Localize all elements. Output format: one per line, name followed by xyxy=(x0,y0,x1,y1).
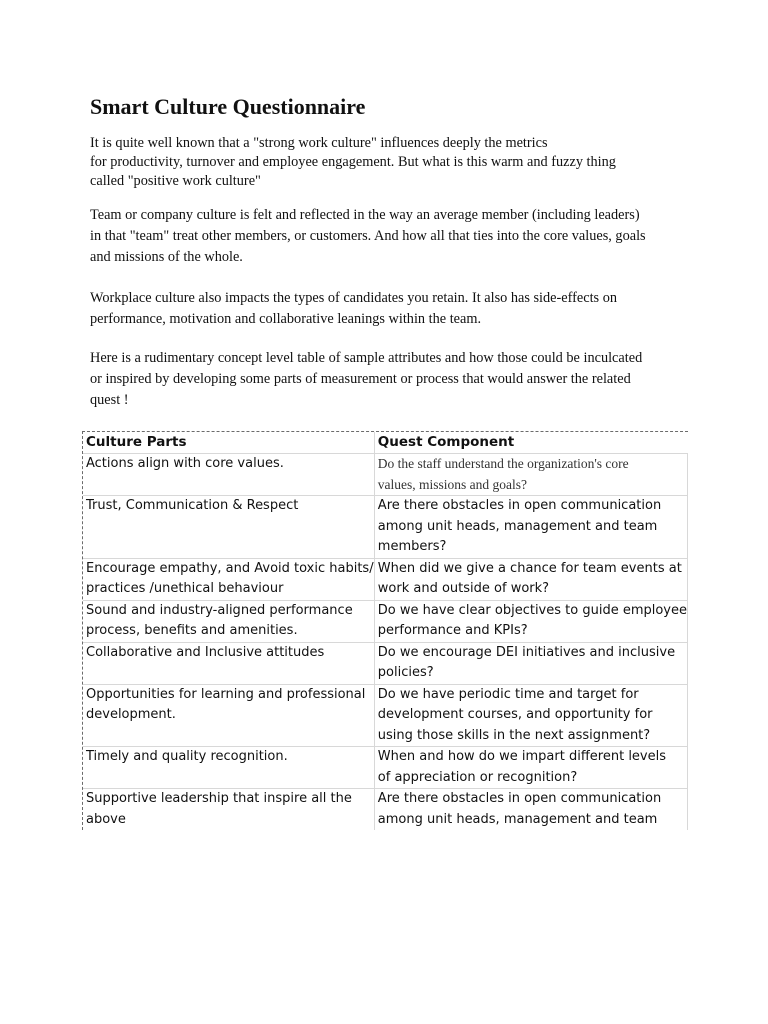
culture-table-image xyxy=(82,431,688,830)
quest-component-text: Are there obstacles in open communication xyxy=(377,498,662,513)
table-row xyxy=(83,747,688,789)
quest-component-text: Do the staff understand the organization's core xyxy=(377,456,629,471)
culture-part-text: above xyxy=(86,811,126,827)
table-row xyxy=(83,789,688,831)
paragraph-line: for productivity, turnover and employee engagement. But what is this warm and fuzzy thing xyxy=(90,154,616,170)
culture-part-text: Opportunities for learning and professional xyxy=(86,686,366,702)
paragraph-line: Team or company culture is felt and reflected in the way an average member (including leaders) xyxy=(90,207,640,223)
quest-component-cell xyxy=(374,600,687,642)
quest-component-cell xyxy=(374,789,687,831)
culture-part-cell xyxy=(83,454,374,496)
quest-component-text: using those skills in the next assignment? xyxy=(377,727,651,743)
culture-part-text: Trust, Communication & Respect xyxy=(86,498,299,513)
table-row xyxy=(83,600,688,642)
quest-component-text: values, missions and goals? xyxy=(377,476,528,492)
culture-part-cell xyxy=(83,600,374,642)
culture-part-cell xyxy=(83,684,374,747)
culture-part-text: Sound and industry-aligned performance xyxy=(86,602,353,618)
quest-component-text: performance and KPIs? xyxy=(377,623,528,638)
intro-paragraph xyxy=(90,134,690,191)
culture-part-text: practices /unethical behaviour xyxy=(86,581,284,596)
team-culture-paragraph xyxy=(90,205,690,268)
quest-component-text: among unit heads, management and team xyxy=(377,811,658,827)
table-row xyxy=(83,454,688,496)
paragraph-line: called "positive work culture" xyxy=(90,173,261,189)
paragraph-line: Workplace culture also impacts the types of candidates you retain. It also has side-effects on xyxy=(90,290,617,306)
header-culture-parts: Culture Parts xyxy=(86,434,187,450)
table-row xyxy=(83,558,688,600)
quest-component-cell xyxy=(374,747,687,789)
table-intro-paragraph xyxy=(90,348,690,411)
quest-component-text: Are there obstacles in open communication xyxy=(377,791,662,806)
workplace-culture-paragraph xyxy=(90,288,690,330)
quest-component-text: policies? xyxy=(377,665,434,680)
culture-part-text: Timely and quality recognition. xyxy=(86,749,288,764)
quest-component-text: Do we have periodic time and target for xyxy=(377,686,639,702)
culture-part-cell xyxy=(83,558,374,600)
quest-component-text: of appreciation or recognition? xyxy=(377,769,578,785)
quest-component-cell xyxy=(374,558,687,600)
culture-part-cell xyxy=(83,789,374,831)
culture-part-text: process, benefits and amenities. xyxy=(86,623,298,638)
culture-part-text: Supportive leadership that inspire all the xyxy=(86,791,352,806)
table-body xyxy=(83,454,688,831)
quest-component-text: When did we give a chance for team events at xyxy=(377,560,682,576)
quest-component-text: work and outside of work? xyxy=(377,581,550,596)
quest-component-cell xyxy=(374,454,687,496)
quest-component-text: members? xyxy=(377,539,447,554)
quest-component-cell xyxy=(374,684,687,747)
quest-component-text: Do we have clear objectives to guide employee xyxy=(377,602,687,618)
table-row xyxy=(83,642,688,684)
quest-component-cell xyxy=(374,642,687,684)
quest-component-text: development courses, and opportunity for xyxy=(377,707,653,722)
table-row xyxy=(83,684,688,747)
paragraph-line: or inspired by developing some parts of measurement or process that would answer the related xyxy=(90,371,631,387)
culture-part-text: Collaborative and Inclusive attitudes xyxy=(86,644,325,660)
paragraph-line: It is quite well known that a "strong work culture" influences deeply the metrics xyxy=(90,135,548,151)
culture-table xyxy=(83,432,688,830)
quest-component-cell xyxy=(374,496,687,559)
culture-part-cell xyxy=(83,496,374,559)
quest-component-text: When and how do we impart different levels xyxy=(377,749,667,764)
table-row xyxy=(83,496,688,559)
culture-part-cell xyxy=(83,642,374,684)
culture-part-text: Actions align with core values. xyxy=(86,456,284,471)
paragraph-line: and missions of the whole. xyxy=(90,249,243,265)
paragraph-line: Here is a rudimentary concept level table of sample attributes and how those could be inculcated xyxy=(90,350,643,366)
culture-part-cell xyxy=(83,747,374,789)
culture-part-text: Encourage empathy, and Avoid toxic habits/ xyxy=(86,560,374,576)
document-body xyxy=(90,94,690,411)
table-header-row xyxy=(83,432,688,454)
quest-component-text: among unit heads, management and team xyxy=(377,518,658,534)
paragraph-line: performance, motivation and collaborative leanings within the team. xyxy=(90,311,482,327)
page-title: Smart Culture Questionnaire xyxy=(90,94,366,119)
culture-part-text: development. xyxy=(86,707,176,722)
quest-component-text: Do we encourage DEI initiatives and inclusive xyxy=(377,644,676,660)
header-quest-component: Quest Component xyxy=(374,432,687,454)
paragraph-line: quest ! xyxy=(90,392,129,408)
paragraph-line: in that "team" treat other members, or customers. And how all that ties into the core values, goals xyxy=(90,228,646,244)
